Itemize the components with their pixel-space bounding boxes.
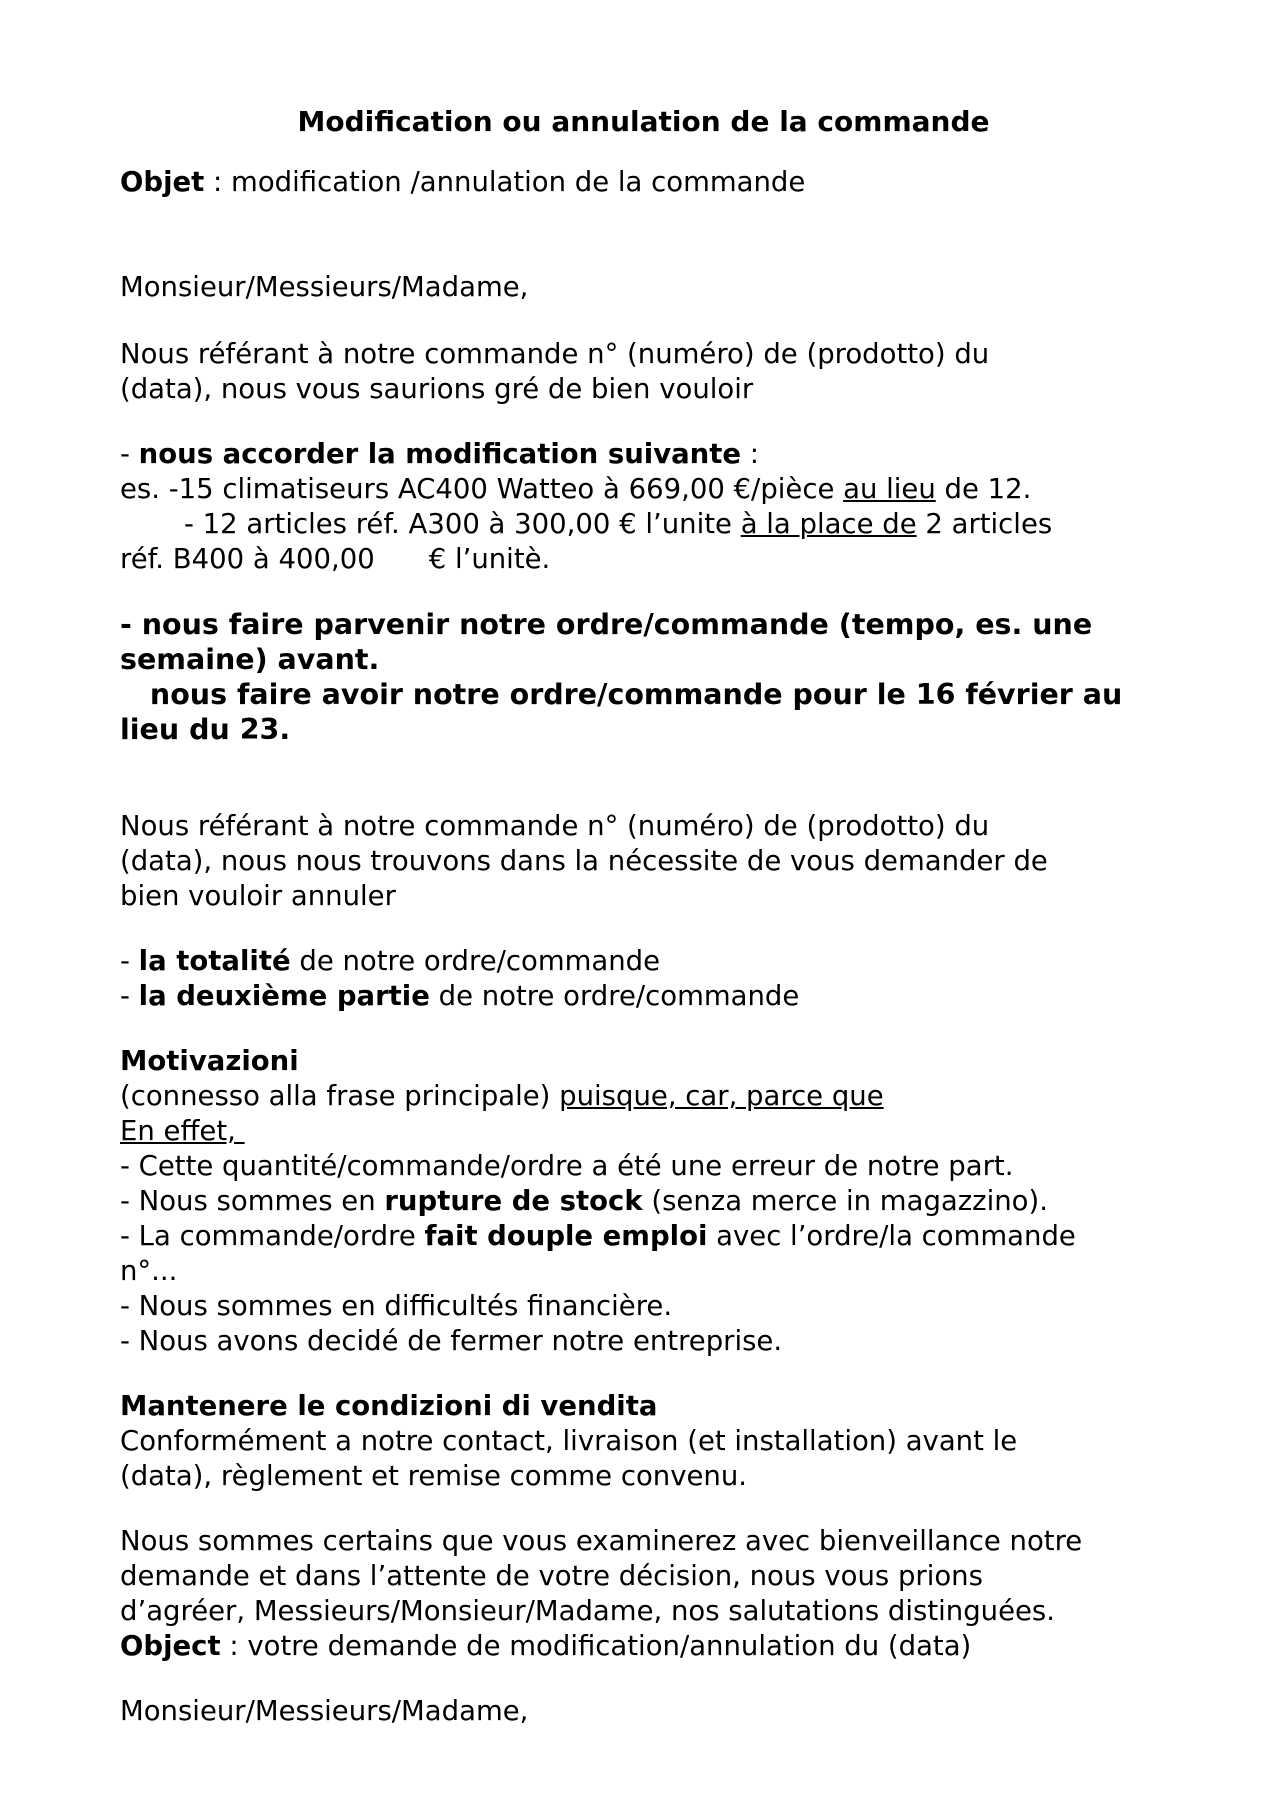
annulation-item-2-rest: de notre ordre/commande bbox=[429, 980, 800, 1012]
objet-text: : modification /annulation de la commande bbox=[204, 166, 806, 198]
closing-line3: d’agréer, Messieurs/Monsieur/Madame, nos salutations distinguées. bbox=[120, 1595, 1055, 1627]
mantenere-heading: Mantenere le condizioni di vendita bbox=[120, 1390, 658, 1422]
page-title: Modification ou annulation de la commande bbox=[297, 105, 990, 138]
rupture-prefix: - Nous sommes en bbox=[120, 1185, 385, 1217]
motivation-douple bbox=[120, 1220, 1076, 1252]
objet-line bbox=[120, 165, 1162, 200]
reference-1-line2: (data), nous vous saurions gré de bien vouloir bbox=[120, 373, 754, 405]
annulation-item-2 bbox=[120, 980, 799, 1012]
parvenir-line1: - nous faire parvenir notre ordre/commande (tempo, es. une bbox=[120, 608, 1093, 641]
mantenere-line1: Conformément a notre contact, livraison (et installation) avant le bbox=[120, 1425, 1018, 1457]
example-prefix: es. -15 climatiseurs AC400 Watteo à 669,00 €/pièce bbox=[120, 473, 844, 505]
motivation-erreur: - Cette quantité/commande/ordre a été une erreur de notre part. bbox=[120, 1150, 1014, 1182]
salutation-2: Monsieur/Messieurs/Madame, bbox=[120, 1695, 529, 1727]
modification-colon: : bbox=[741, 438, 760, 470]
connesso-underline: puisque, car, parce que bbox=[559, 1080, 884, 1112]
mantenere-line2: (data), règlement et remise comme convenu. bbox=[120, 1460, 748, 1492]
example-suffix: de 12. bbox=[935, 473, 1032, 505]
motivation-douple-line2: n°... bbox=[120, 1255, 178, 1287]
motivation-difficultes: - Nous sommes en difficultés financière. bbox=[120, 1290, 673, 1322]
modification-block bbox=[120, 437, 1162, 577]
closing-line2: demande et dans l’attente de votre décision, nous vous prions bbox=[120, 1560, 983, 1592]
example-line3-suffix: 2 articles bbox=[916, 508, 1053, 540]
closing-line1: Nous sommes certains que vous examinerez avec bienveillance notre bbox=[120, 1525, 1083, 1557]
object-reply-label: Object bbox=[120, 1630, 221, 1662]
parvenir-line4: lieu du 23. bbox=[120, 713, 291, 746]
reference-1-line1: Nous référant à notre commande n° (numéro) de (prodotto) du bbox=[120, 338, 990, 370]
example-line4-b: € l’unitè. bbox=[428, 543, 551, 575]
parvenir-block bbox=[120, 607, 1162, 747]
reference-paragraph-2 bbox=[120, 809, 1162, 914]
example-line3-prefix: - 12 articles réf. A300 à 300,00 € l’unite bbox=[184, 508, 741, 540]
annulation-item-2-bold: la deuxième partie bbox=[138, 980, 430, 1012]
mantenere-block bbox=[120, 1389, 1162, 1494]
salutation-1: Monsieur/Messieurs/Madame, bbox=[120, 271, 529, 303]
en-effet: En effet, bbox=[120, 1115, 245, 1147]
object-reply-text: : votre demande de modification/annulation du (data) bbox=[220, 1630, 972, 1662]
reference-paragraph-1 bbox=[120, 337, 1162, 407]
objet-label: Objet bbox=[120, 166, 205, 198]
reference-2-line3: bien vouloir annuler bbox=[120, 880, 396, 912]
douple-suffix: avec l’ordre/la commande bbox=[707, 1220, 1076, 1252]
parvenir-line3: nous faire avoir notre ordre/commande pour le 16 février au bbox=[140, 678, 1123, 711]
annulation-item-1-dash: - bbox=[120, 945, 139, 977]
reference-2-line1: Nous référant à notre commande n° (numéro) de (prodotto) du bbox=[120, 810, 990, 842]
motivation-fermer: - Nous avons decidé de fermer notre entreprise. bbox=[120, 1325, 783, 1357]
example-line4-a: réf. B400 à 400,00 bbox=[120, 543, 375, 575]
rupture-suffix: (senza merce in magazzino). bbox=[642, 1185, 1048, 1217]
rupture-bold: rupture de stock bbox=[384, 1185, 643, 1217]
connesso-prefix: (connesso alla frase principale) bbox=[120, 1080, 560, 1112]
douple-bold: fait douple emploi bbox=[424, 1220, 708, 1252]
reference-2-line2: (data), nous nous trouvons dans la nécessite de vous demander de bbox=[120, 845, 1048, 877]
example-line3-underline: à la place de bbox=[740, 508, 917, 540]
parvenir-line2: semaine) avant. bbox=[120, 643, 380, 676]
motivazioni-heading: Motivazioni bbox=[120, 1045, 299, 1077]
closing-paragraph bbox=[120, 1524, 1162, 1664]
annulation-item-2-dash: - bbox=[120, 980, 139, 1012]
annulation-item-1-bold: la totalité bbox=[138, 945, 291, 977]
motivazioni-block bbox=[120, 1044, 1162, 1359]
modification-heading: nous accorder la modification suivante bbox=[138, 438, 742, 470]
douple-prefix: - La commande/ordre bbox=[120, 1220, 425, 1252]
example-underline: au lieu bbox=[843, 473, 936, 505]
motivation-rupture bbox=[120, 1185, 1048, 1217]
annulation-item-1-rest: de notre ordre/commande bbox=[290, 945, 661, 977]
modification-dash: - bbox=[120, 438, 139, 470]
annulation-item-1 bbox=[120, 945, 660, 977]
annulation-list bbox=[120, 944, 1162, 1014]
